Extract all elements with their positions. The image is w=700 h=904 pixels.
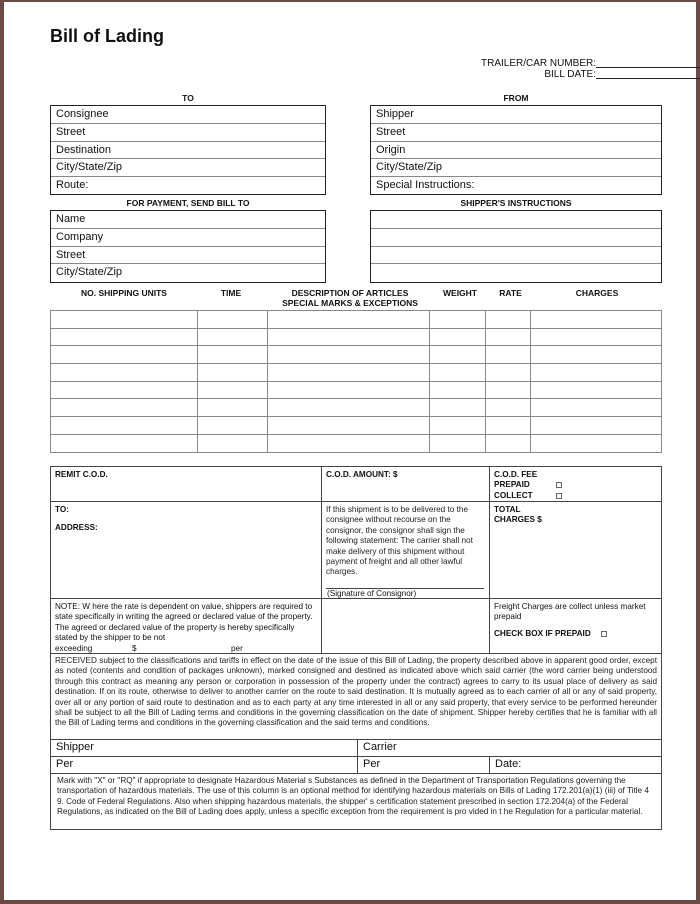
carrier-per-field[interactable]: [357, 756, 490, 774]
payment-street-field[interactable]: Street: [51, 247, 325, 265]
prepaid-checkbox[interactable]: [556, 482, 562, 488]
shipping-items-table[interactable]: [50, 310, 662, 453]
to-street-field[interactable]: Street: [51, 124, 325, 142]
trailer-number-label: TRAILER/CAR NUMBER:: [480, 58, 596, 69]
from-shipper-field[interactable]: Shipper: [371, 106, 661, 124]
bill-of-lading-page: [4, 2, 696, 900]
to-route-field[interactable]: Route:: [56, 179, 89, 192]
cod-amount-label: C.O.D. AMOUNT: $: [326, 470, 398, 479]
total-label: TOTAL: [494, 505, 521, 514]
payment-company-field[interactable]: Company: [51, 229, 325, 247]
collect-checkbox[interactable]: [556, 493, 562, 499]
col-special-marks-label: SPECIAL MARKS & EXCEPTIONS: [282, 298, 418, 308]
table-row[interactable]: [51, 381, 662, 399]
from-heading: FROM: [503, 93, 529, 103]
prepaid-label: PREPAID: [494, 480, 530, 490]
consignor-statement-cell: [321, 501, 490, 599]
cod-fee-label: C.O.D. FEE: [494, 470, 538, 479]
payment-heading: FOR PAYMENT, SEND BILL TO: [126, 198, 250, 208]
remit-cod-label: REMIT C.O.D.: [55, 470, 108, 479]
trailer-number-field[interactable]: [346, 58, 596, 69]
remit-cod-cell[interactable]: [50, 466, 322, 502]
carrier-signature-label: Carrier: [363, 741, 397, 753]
table-row[interactable]: [51, 364, 662, 382]
collect-option[interactable]: [490, 491, 661, 501]
bill-date-field[interactable]: [346, 69, 596, 80]
total-charges-label: CHARGES $: [494, 515, 542, 525]
prepaid-option[interactable]: [490, 480, 661, 490]
instructions-box[interactable]: [370, 210, 662, 283]
carrier-signature-field[interactable]: [357, 739, 662, 757]
bill-date-label: BILL DATE:: [544, 69, 596, 80]
cod-to-address-cell[interactable]: [50, 501, 322, 599]
table-row[interactable]: [51, 434, 662, 452]
instructions-heading: SHIPPER'S INSTRUCTIONS: [460, 198, 572, 208]
to-destination-field[interactable]: Destination: [51, 142, 325, 160]
declared-value-note: NOTE: W here the rate is dependent on value, shippers are required to state specifically in writing the agreed or declared value of the property. The agreed or declared value of the property is hereby specifically stated by the shipper to be not: [55, 602, 313, 643]
col-description: [269, 288, 431, 308]
from-special-instructions-field[interactable]: Special Instructions:: [376, 179, 475, 192]
freight-collect-text: Freight Charges are collect unless market prepaid: [494, 602, 646, 622]
total-charges-cell[interactable]: [489, 501, 662, 599]
shipper-signature-label: Shipper: [56, 741, 94, 753]
table-row[interactable]: [51, 311, 662, 329]
collect-label: COLLECT: [494, 490, 533, 500]
exceeding-dollar: $: [132, 643, 137, 653]
to-box: [50, 105, 326, 195]
cod-to-label: TO:: [55, 505, 69, 514]
freight-charges-cell: [489, 598, 662, 654]
hazmat-cell: [50, 773, 662, 830]
date-label: Date:: [495, 758, 522, 770]
check-prepaid-checkbox[interactable]: [601, 631, 607, 637]
declared-value-cell: [50, 598, 322, 654]
shipper-per-label: Per: [56, 758, 74, 770]
cod-fee-cell: [489, 466, 662, 502]
cod-amount-cell[interactable]: [321, 466, 490, 502]
date-field[interactable]: [489, 756, 662, 774]
carrier-per-label: Per: [363, 758, 381, 770]
exceeding-per: per: [231, 643, 243, 653]
check-prepaid-option[interactable]: [490, 626, 661, 642]
table-row[interactable]: [51, 399, 662, 417]
page-title: Bill of Lading: [50, 26, 164, 46]
shipper-per-field[interactable]: [50, 756, 358, 774]
consignor-statement-text: If this shipment is to be delivered to the consignee without recourse on the consignor, the consignor shall sign the following statement: The carrier shall not make delivery of this shipment without payment of freight and all other lawful charges.: [326, 505, 473, 577]
table-row[interactable]: [51, 328, 662, 346]
payment-box: [50, 210, 326, 283]
hazmat-text: Mark with "X" or "RQ" if appropriate to designate Hazardous Material s Substances as defined in the Department of Transportation Regulations governing the transportation of hazardous materials. The use of this column is an optional method for identifying hazardous materials on Bills of Lading 172.201(a)(1) (iii) of Title 4 9. Code of Federal Regulations. Also when shipping hazardous materials, the shipper' s certification statement prescribed in section 172.204(a) of the Federal Regulations, as indicated on the Bill of Lading does apply, unless a specific exception from the requirement is pro vided in t he Regulation for a particular material.: [57, 776, 649, 817]
exceeding-label: exceeding: [55, 643, 93, 653]
col-charges: CHARGES: [575, 288, 619, 298]
from-street-field[interactable]: Street: [371, 124, 661, 142]
col-rate: RATE: [499, 288, 522, 298]
cod-address-label: ADDRESS:: [55, 523, 98, 533]
from-origin-field[interactable]: Origin: [371, 142, 661, 160]
table-row[interactable]: [51, 346, 662, 364]
table-row[interactable]: [51, 417, 662, 435]
col-description-label: DESCRIPTION OF ARTICLES: [291, 288, 409, 298]
payment-name-field[interactable]: Name: [51, 211, 325, 229]
payment-city-field[interactable]: City/State/Zip: [56, 266, 123, 279]
to-consignee-field[interactable]: Consignee: [51, 106, 325, 124]
check-prepaid-label: CHECK BOX IF PREPAID: [494, 628, 591, 638]
to-heading: TO: [182, 93, 194, 103]
consignor-signature-label: (Signature of Consignor): [327, 589, 417, 598]
shipper-signature-field[interactable]: [50, 739, 358, 757]
to-city-field[interactable]: City/State/Zip: [51, 159, 325, 177]
from-box: [370, 105, 662, 195]
col-shipping-units: NO. SHIPPING UNITS: [81, 288, 167, 298]
received-terms-text: RECEIVED subject to the classifications and tariffs in effect on the date of the issue of this Bill of Lading, the property described above in apparent good order, except as noted (contents and condition of packages unknown), marked consigned and destined as indicated above which said carrier (the word carrier being understood through this contract as meaning any person or corporation in possession of the property under the contract) agrees to carry to its usual place of delivery as said destination. If on its route, otherwise to deliver to another carrier on the route to said destination. It is mutually agreed as to each carrier of all or any of said property, over all or any portion of said route to destination and as to each party at any time interested in all or any said property, that every service to be performed hereunder shall be subject to all the Bill of Lading terms and conditions in the governing classification on the date of shipment. Shipper hereby certifies that he is familiar with all the Bill of Lading terms and conditions in the governing classification and the said terms and conditions.: [55, 656, 657, 728]
declared-value-blank[interactable]: [321, 598, 490, 654]
col-time: TIME: [220, 288, 242, 298]
col-weight: WEIGHT: [443, 288, 477, 298]
received-terms-cell: [50, 653, 662, 740]
from-city-field[interactable]: City/State/Zip: [371, 159, 661, 177]
